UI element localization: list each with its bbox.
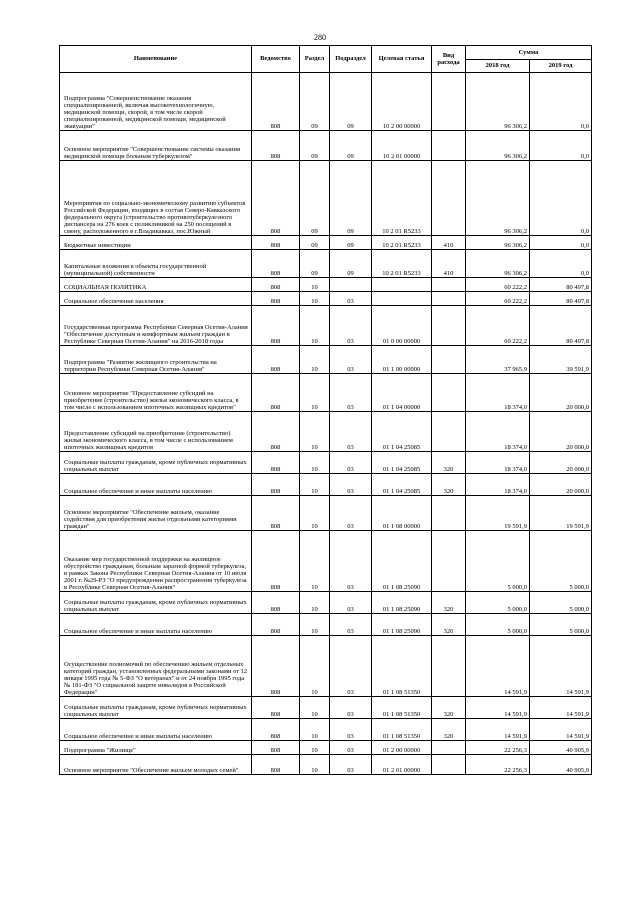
cell-y2019: 14 591,9 xyxy=(530,636,592,697)
cell-dept: 808 xyxy=(252,697,300,719)
cell-type xyxy=(432,531,466,592)
cell-sub: 03 xyxy=(330,292,372,306)
cell-type xyxy=(432,161,466,236)
cell-name: Социальные выплаты гражданам, кроме публичных нормативных социальных выплат xyxy=(60,592,252,614)
table-row xyxy=(60,278,592,292)
cell-name: Социальное обеспечение и иные выплаты населению xyxy=(60,614,252,636)
cell-y2018: 60 222,2 xyxy=(466,278,530,292)
cell-sec: 10 xyxy=(300,531,330,592)
table-row xyxy=(60,592,592,614)
col-header-section: Раздел xyxy=(300,46,330,73)
col-header-exp-type: Вид расхода xyxy=(432,46,466,73)
cell-name: Подпрограмма "Жилище" xyxy=(60,741,252,755)
cell-name: Основное мероприятие "Обеспечение жильем молодых семей" xyxy=(60,755,252,775)
cell-target: 01 1 08 00000 xyxy=(372,496,432,531)
cell-sub: 03 xyxy=(330,755,372,775)
col-header-2018: 2018 год xyxy=(466,60,530,73)
cell-sub: 09 xyxy=(330,131,372,161)
cell-dept: 808 xyxy=(252,474,300,496)
cell-y2019: 20 000,0 xyxy=(530,374,592,412)
cell-name: Оказание мер государственной поддержки на жилищное обустройство гражданам, больным заразной формой туберкулеза, в рамках Закона Республики Северная Осетия-Алания от 10 июля 2001 г. №29-РЗ "О предупреждении распространения туберкулеза в Республике Северная Осетия-Алания" xyxy=(60,531,252,592)
table-row xyxy=(60,614,592,636)
cell-dept: 808 xyxy=(252,306,300,346)
cell-sub: 03 xyxy=(330,496,372,531)
cell-y2018: 5 000,0 xyxy=(466,531,530,592)
table-row xyxy=(60,474,592,496)
cell-sec: 10 xyxy=(300,719,330,741)
cell-sec: 10 xyxy=(300,292,330,306)
cell-dept: 808 xyxy=(252,412,300,452)
cell-y2019: 20 000,0 xyxy=(530,452,592,474)
cell-y2018: 60 222,2 xyxy=(466,292,530,306)
cell-name: Мероприятия по социально-экономическому развитию субъектов Российской Федерации, входящих в состав Северо-Кавказского федерального округа (строительство противотуберкулезного диспансера на 276 коек с поликлиникой на 250 посещений в смену, расположенного в г.Владикавказ, пос.Южный xyxy=(60,161,252,236)
cell-y2019: 80 497,8 xyxy=(530,278,592,292)
cell-y2019: 80 497,8 xyxy=(530,306,592,346)
cell-y2019: 40 905,9 xyxy=(530,741,592,755)
cell-name: Подпрограмма "Совершенствование оказания специализированной, включая высокотехнологичную, медицинской помощи, скорой, в том числе скорой специализированной, медицинской помощи, медицинской эвакуации" xyxy=(60,73,252,131)
cell-y2019: 40 905,9 xyxy=(530,755,592,775)
cell-sec: 09 xyxy=(300,73,330,131)
cell-sub: 03 xyxy=(330,412,372,452)
cell-dept: 808 xyxy=(252,346,300,374)
col-header-subsection: Подраздел xyxy=(330,46,372,73)
cell-dept: 808 xyxy=(252,278,300,292)
cell-name: Основное мероприятие "Совершенствование системы оказания медицинской помощи больным туберкулезом" xyxy=(60,131,252,161)
table-row xyxy=(60,452,592,474)
cell-dept: 808 xyxy=(252,636,300,697)
cell-y2018: 96 306,2 xyxy=(466,250,530,278)
cell-type xyxy=(432,346,466,374)
cell-y2018: 96 306,2 xyxy=(466,161,530,236)
cell-type xyxy=(432,636,466,697)
cell-sub: 03 xyxy=(330,306,372,346)
col-header-sum: Сумма xyxy=(466,46,592,60)
table-row xyxy=(60,741,592,755)
table-row xyxy=(60,346,592,374)
cell-sub: 03 xyxy=(330,474,372,496)
cell-target: 01 1 08 25090 xyxy=(372,614,432,636)
cell-y2019: 5 000,0 xyxy=(530,531,592,592)
cell-name: Социальные выплаты гражданам, кроме публичных нормативных социальных выплат xyxy=(60,697,252,719)
cell-target: 01 1 08 51350 xyxy=(372,636,432,697)
cell-name: Социальное обеспечение и иные выплаты населению xyxy=(60,719,252,741)
cell-y2019: 5 000,0 xyxy=(530,614,592,636)
cell-target: 01 1 04 25085 xyxy=(372,474,432,496)
cell-name: СОЦИАЛЬНАЯ ПОЛИТИКА xyxy=(60,278,252,292)
cell-type xyxy=(432,374,466,412)
cell-type xyxy=(432,292,466,306)
cell-y2018: 5 000,0 xyxy=(466,614,530,636)
cell-y2018: 60 222,2 xyxy=(466,306,530,346)
cell-sub: 03 xyxy=(330,614,372,636)
cell-y2019: 0,0 xyxy=(530,236,592,250)
cell-sub: 03 xyxy=(330,592,372,614)
cell-type: 320 xyxy=(432,474,466,496)
cell-sec: 09 xyxy=(300,250,330,278)
cell-dept: 808 xyxy=(252,719,300,741)
cell-sec: 10 xyxy=(300,697,330,719)
cell-name: Основное мероприятие "Обеспечение жильем, оказание содействия для приобретения жилья отдельными категориями граждан" xyxy=(60,496,252,531)
cell-sub: 03 xyxy=(330,697,372,719)
cell-y2018: 96 306,2 xyxy=(466,236,530,250)
cell-sec: 10 xyxy=(300,452,330,474)
cell-y2018: 96 306,2 xyxy=(466,73,530,131)
cell-y2019: 14 591,9 xyxy=(530,697,592,719)
cell-name: Государственная программа Республики Северная Осетия-Алания "Обеспечение доступным и комфортным жильем граждан в Республике Северная Осетия-Алания" на 2016-2018 годы xyxy=(60,306,252,346)
cell-type xyxy=(432,412,466,452)
table-row xyxy=(60,755,592,775)
table-row xyxy=(60,73,592,131)
cell-type xyxy=(432,306,466,346)
table-body xyxy=(60,73,592,775)
cell-y2019: 0,0 xyxy=(530,73,592,131)
cell-sub: 09 xyxy=(330,236,372,250)
cell-sec: 10 xyxy=(300,592,330,614)
col-header-name: Наименование xyxy=(60,46,252,73)
col-header-dept: Ведомство xyxy=(252,46,300,73)
cell-y2018: 96 306,2 xyxy=(466,131,530,161)
cell-target: 01 1 08 51350 xyxy=(372,719,432,741)
cell-target: 01 1 04 00000 xyxy=(372,374,432,412)
cell-y2018: 18 374,0 xyxy=(466,474,530,496)
cell-y2018: 14 591,9 xyxy=(466,697,530,719)
cell-name: Основное мероприятие "Предоставление субсидий на приобретение (строительство) жилья экономического класса, в том числе с использованием ипотечных жилищных кредитов" xyxy=(60,374,252,412)
cell-name: Бюджетные инвестиции xyxy=(60,236,252,250)
cell-y2018: 18 374,0 xyxy=(466,412,530,452)
cell-name: Социальное обеспечение населения xyxy=(60,292,252,306)
cell-sub: 03 xyxy=(330,636,372,697)
cell-type xyxy=(432,496,466,531)
table-row xyxy=(60,697,592,719)
cell-sub: 03 xyxy=(330,719,372,741)
cell-name: Социальное обеспечение и иные выплаты населению xyxy=(60,474,252,496)
cell-y2019: 0,0 xyxy=(530,161,592,236)
cell-sec: 09 xyxy=(300,161,330,236)
cell-target: 01 0 00 00000 xyxy=(372,306,432,346)
cell-y2019: 80 497,8 xyxy=(530,292,592,306)
cell-dept: 808 xyxy=(252,614,300,636)
cell-sub: 03 xyxy=(330,346,372,374)
cell-sec: 09 xyxy=(300,236,330,250)
cell-target: 01 1 04 25085 xyxy=(372,452,432,474)
cell-y2018: 37 965,9 xyxy=(466,346,530,374)
cell-target: 01 1 08 51350 xyxy=(372,697,432,719)
table-row xyxy=(60,496,592,531)
cell-dept: 808 xyxy=(252,161,300,236)
cell-y2019: 0,0 xyxy=(530,131,592,161)
cell-sec: 10 xyxy=(300,614,330,636)
cell-type xyxy=(432,278,466,292)
cell-y2018: 18 374,0 xyxy=(466,374,530,412)
table-row xyxy=(60,719,592,741)
cell-target: 10 2 01 00000 xyxy=(372,131,432,161)
cell-y2019: 5 000,0 xyxy=(530,592,592,614)
cell-type: 410 xyxy=(432,236,466,250)
cell-type xyxy=(432,73,466,131)
cell-type: 320 xyxy=(432,614,466,636)
cell-sec: 10 xyxy=(300,412,330,452)
cell-target: 10 2 01 R5233 xyxy=(372,236,432,250)
cell-sub: 03 xyxy=(330,741,372,755)
table-row xyxy=(60,636,592,697)
cell-y2019: 20 000,0 xyxy=(530,474,592,496)
cell-target: 01 2 01 00000 xyxy=(372,755,432,775)
cell-dept: 808 xyxy=(252,592,300,614)
cell-target: 10 2 00 00000 xyxy=(372,73,432,131)
cell-type: 320 xyxy=(432,697,466,719)
cell-type: 320 xyxy=(432,452,466,474)
cell-sec: 10 xyxy=(300,306,330,346)
cell-y2018: 22 256,3 xyxy=(466,755,530,775)
cell-y2019: 20 000,0 xyxy=(530,412,592,452)
col-header-target: Целевая статья xyxy=(372,46,432,73)
cell-sub: 09 xyxy=(330,73,372,131)
cell-sec: 09 xyxy=(300,131,330,161)
cell-sec: 10 xyxy=(300,278,330,292)
page-number: 280 xyxy=(314,33,326,42)
cell-y2019: 0,0 xyxy=(530,250,592,278)
cell-sub: 03 xyxy=(330,531,372,592)
table-row xyxy=(60,131,592,161)
table-row xyxy=(60,250,592,278)
table-row xyxy=(60,236,592,250)
cell-type: 320 xyxy=(432,719,466,741)
cell-name: Капитальные вложения в объекты государственной (муниципальной) собственности xyxy=(60,250,252,278)
cell-y2018: 14 591,9 xyxy=(466,636,530,697)
cell-y2018: 18 374,0 xyxy=(466,452,530,474)
cell-y2018: 19 591,9 xyxy=(466,496,530,531)
cell-y2018: 14 591,9 xyxy=(466,719,530,741)
table-row xyxy=(60,531,592,592)
cell-sec: 10 xyxy=(300,636,330,697)
cell-y2018: 22 256,3 xyxy=(466,741,530,755)
cell-sub: 03 xyxy=(330,374,372,412)
cell-y2019: 19 591,9 xyxy=(530,496,592,531)
cell-type xyxy=(432,755,466,775)
cell-target: 01 1 08 25090 xyxy=(372,592,432,614)
budget-table xyxy=(59,45,592,775)
cell-sec: 10 xyxy=(300,741,330,755)
cell-sec: 10 xyxy=(300,755,330,775)
cell-target: 01 2 00 00000 xyxy=(372,741,432,755)
cell-sub: 03 xyxy=(330,452,372,474)
cell-target xyxy=(372,292,432,306)
table-row xyxy=(60,292,592,306)
cell-dept: 808 xyxy=(252,496,300,531)
cell-dept: 808 xyxy=(252,236,300,250)
cell-y2019: 14 591,9 xyxy=(530,719,592,741)
cell-sub: 09 xyxy=(330,250,372,278)
table-row xyxy=(60,161,592,236)
cell-type xyxy=(432,741,466,755)
cell-sec: 10 xyxy=(300,346,330,374)
cell-dept: 808 xyxy=(252,531,300,592)
cell-name: Подпрограмма "Развитие жилищного строительства на территории Республики Северная Осетия-Алания" xyxy=(60,346,252,374)
cell-dept: 808 xyxy=(252,292,300,306)
table-row xyxy=(60,306,592,346)
cell-type: 410 xyxy=(432,250,466,278)
cell-target: 01 1 08 25090 xyxy=(372,531,432,592)
cell-y2018: 5 000,0 xyxy=(466,592,530,614)
cell-sub: 09 xyxy=(330,161,372,236)
cell-target: 01 1 00 00000 xyxy=(372,346,432,374)
cell-name: Осуществление полномочий по обеспечению жильем отдельных категорий граждан, установленных федеральными законами от 12 января 1995 года № 5-ФЗ "О ветеранах" и от 24 ноября 1995 года № 181-ФЗ "О социальной защите инвалидов в Российской Федерации" xyxy=(60,636,252,697)
cell-dept: 808 xyxy=(252,131,300,161)
cell-y2019: 39 591,9 xyxy=(530,346,592,374)
cell-type xyxy=(432,131,466,161)
cell-dept: 808 xyxy=(252,374,300,412)
col-header-2019: 2019 год xyxy=(530,60,592,73)
cell-sec: 10 xyxy=(300,474,330,496)
cell-sec: 10 xyxy=(300,374,330,412)
cell-target: 10 2 01 R5233 xyxy=(372,250,432,278)
cell-type: 320 xyxy=(432,592,466,614)
cell-dept: 808 xyxy=(252,452,300,474)
cell-target xyxy=(372,278,432,292)
cell-dept: 808 xyxy=(252,73,300,131)
cell-dept: 808 xyxy=(252,755,300,775)
table-row xyxy=(60,412,592,452)
cell-dept: 808 xyxy=(252,250,300,278)
cell-target: 01 1 04 25085 xyxy=(372,412,432,452)
cell-dept: 808 xyxy=(252,741,300,755)
table-row xyxy=(60,374,592,412)
cell-sec: 10 xyxy=(300,496,330,531)
cell-target: 10 2 01 R5233 xyxy=(372,161,432,236)
cell-name: Предоставление субсидий на приобретение (строительство) жилья экономического класса, в том числе с использованием ипотечных жилищных кредитов xyxy=(60,412,252,452)
cell-sub xyxy=(330,278,372,292)
cell-name: Социальные выплаты гражданам, кроме публичных нормативных социальных выплат xyxy=(60,452,252,474)
